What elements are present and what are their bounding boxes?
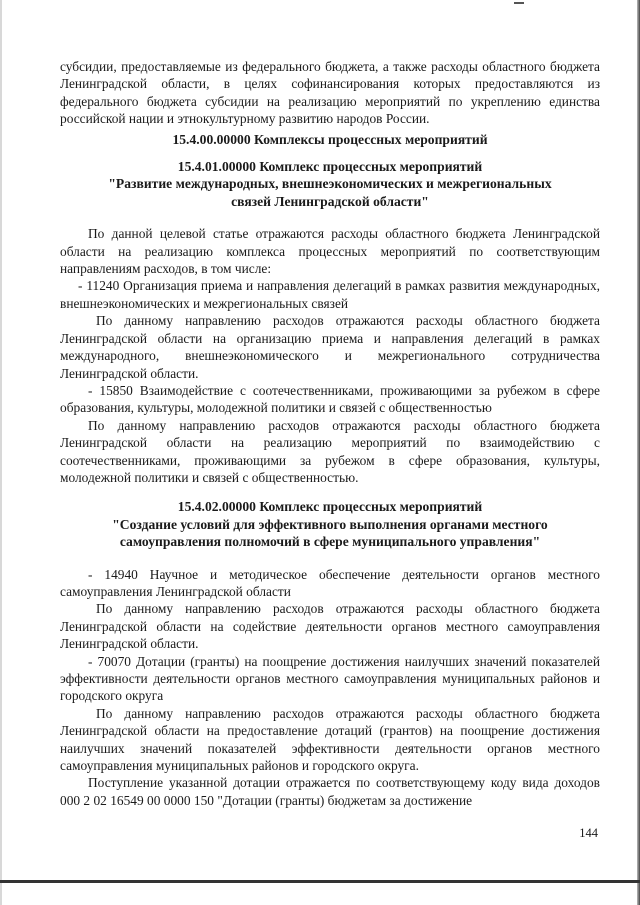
section-heading: 15.4.00.00000 Комплексы процессных мероприятий (172, 131, 488, 147)
subsection-heading-title: "Создание условий для эффективного выполнения органами местного (112, 516, 548, 532)
document-body (60, 58, 600, 809)
paragraph: По данному направлению расходов отражаются расходы областного бюджета Ленинградской области на организацию приема и направления делегаций в рамках международного, внешнеэкономического и межрегионального сотрудничества Ленинградской области. (60, 313, 600, 381)
expense-item: - 14940 Научное и методическое обеспечение деятельности органов местного самоуправления Ленинградской области (60, 566, 600, 599)
scan-top-mark (514, 2, 524, 4)
paragraph: По данному направлению расходов отражаются расходы областного бюджета Ленинградской области на содействие деятельности органов местного самоуправления Ленинградской области. (60, 601, 600, 652)
subsection-heading-title: связей Ленинградской области" (231, 193, 429, 209)
paragraph: По данной целевой статье отражаются расходы областного бюджета Ленинградской области на реализацию комплекса процессных мероприятий по соответствующим направлениям расходов, в том числе: (60, 226, 600, 277)
subsection-heading-code: 15.4.02.00000 Комплекс процессных мероприятий (177, 499, 483, 515)
expense-item: - 70070 Дотации (гранты) на поощрение достижения наилучших значений показателей эффективности деятельности органов местного самоуправления муниципальных районов и городского округа (60, 653, 600, 704)
subsection-heading-title: самоуправления полномочий в сфере муниципального управления" (119, 534, 541, 550)
subsection-heading-code: 15.4.01.00000 Комплекс процессных мероприятий (177, 159, 483, 175)
page-number: 144 (579, 826, 598, 840)
paragraph: Поступление указанной дотации отражается по соответствующему коду вида доходов 000 2 02 16549 00 0000 150 "Дотации (гранты) бюджетам за достижение (60, 775, 600, 808)
paragraph: По данному направлению расходов отражаются расходы областного бюджета Ленинградской области на реализацию мероприятий по взаимодействию с соотечественниками, проживающими за рубежом в сфере образования, культуры, молодежной политики и связей с общественностью. (60, 417, 600, 485)
paragraph: субсидии, предоставляемые из федерального бюджета, а также расходы областного бюджета Ленинградской области, в целях софинансирования которых предоставляются из федерального бюджета субсидии на реализацию мероприятий по укреплению единства российской нации и этнокультурному развитию народов России. (60, 59, 600, 127)
expense-item: - 15850 Взаимодействие с соотечественниками, проживающими за рубежом в сфере образования, культуры, молодежной политики и связей с общественностью (60, 382, 600, 416)
paragraph: По данному направлению расходов отражаются расходы областного бюджета Ленинградской области на предоставление дотаций (грантов) на поощрение достижения наилучших значений показателей эффективности деятельности органов местного самоуправления муниципальных районов и городского округа. (60, 705, 600, 774)
scan-edge-left (0, 0, 2, 905)
subsection-heading-title: "Развитие международных, внешнеэкономических и межрегиональных (108, 176, 552, 192)
scan-bottom-edge (0, 880, 640, 883)
expense-item: - 11240 Организация приема и направления делегаций в рамках развития международных, внешнеэкономических и межрегиональных связей (60, 278, 600, 311)
